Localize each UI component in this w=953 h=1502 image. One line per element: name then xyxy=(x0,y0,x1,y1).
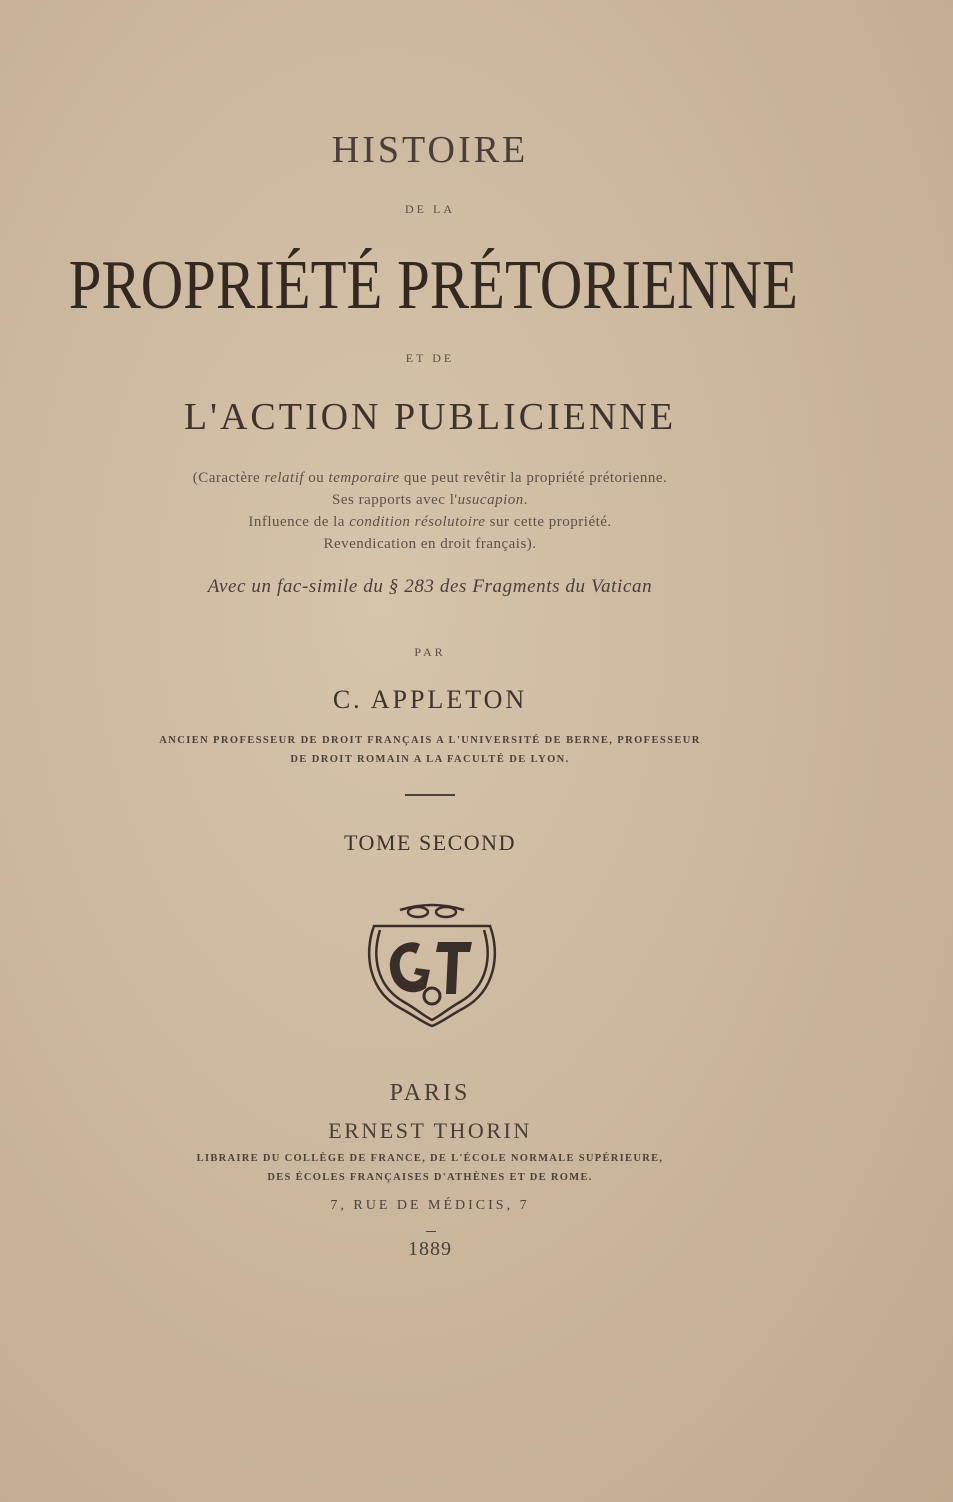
connector-de-la: DE LA xyxy=(405,202,455,216)
desc-text: ou xyxy=(304,470,329,486)
description-line-4: Revendication en droit français). xyxy=(323,536,537,552)
description-line-2 xyxy=(0,492,860,509)
connector-par: PAR xyxy=(414,645,446,659)
author-affiliation-line-1: ANCIEN PROFESSEUR DE DROIT FRANÇAIS A L'UNIVERSITÉ DE BERNE, PROFESSEUR xyxy=(159,735,701,746)
imprint-publisher: ERNEST THORIN xyxy=(328,1118,532,1143)
volume-label: TOME SECOND xyxy=(344,830,516,855)
publication-year: 1889 xyxy=(408,1238,452,1260)
author-name: C. APPLETON xyxy=(332,685,528,714)
desc-text: sur cette propriété. xyxy=(485,514,612,530)
publisher-description-line-2: DES ÉCOLES FRANÇAISES D'ATHÈNES ET DE ROME. xyxy=(267,1172,593,1183)
publisher-monogram-emblem-icon xyxy=(360,898,505,1030)
author-affiliation-line-2: DE DROIT ROMAIN A LA FACULTÉ DE LYON. xyxy=(290,754,570,765)
description-line-3 xyxy=(0,514,860,531)
subtitle: L'ACTION PUBLICIENNE xyxy=(183,396,677,438)
desc-text: . xyxy=(523,492,528,508)
heading-histoire: HISTOIRE xyxy=(331,129,529,171)
separator-rule xyxy=(405,794,455,796)
desc-italic: temporaire xyxy=(328,470,400,486)
main-title: PROPRIÉTÉ PRÉTORIENNE xyxy=(68,247,798,324)
desc-text: Influence de la xyxy=(248,514,350,530)
desc-italic: condition résolutoire xyxy=(349,514,486,530)
imprint-address: 7, RUE DE MÉDICIS, 7 xyxy=(330,1198,530,1213)
publisher-description-line-1: LIBRAIRE DU COLLÈGE DE FRANCE, DE L'ÉCOLE NORMALE SUPÉRIEURE, xyxy=(196,1153,664,1164)
desc-italic: usucapion xyxy=(457,492,524,508)
description-line-1 xyxy=(0,470,860,487)
connector-et-de: ET DE xyxy=(405,351,455,365)
separator-dash xyxy=(426,1231,436,1232)
facsimile-note: Avec un fac-simile du § 283 des Fragments du Vatican xyxy=(207,576,653,597)
desc-text: Ses rapports avec l' xyxy=(331,492,458,508)
desc-text: (Caractère xyxy=(192,470,265,486)
desc-text: que peut revêtir la propriété prétorienne. xyxy=(399,470,668,486)
imprint-city: PARIS xyxy=(389,1080,471,1106)
desc-italic: relatif xyxy=(264,470,305,486)
